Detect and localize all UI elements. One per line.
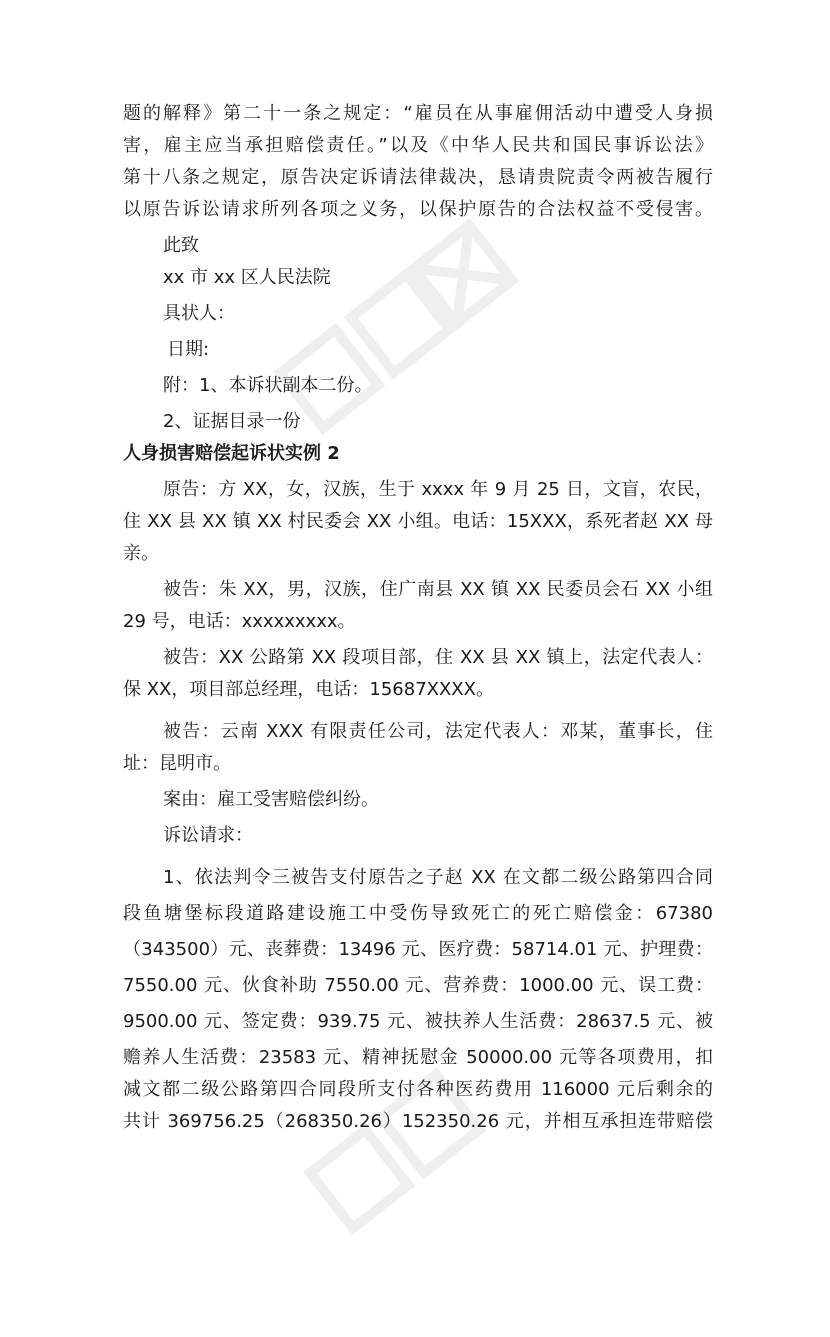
claim1-line: （343500）元、丧葬费：13496 元、医疗费：58714.01 元、护理费： (123, 939, 713, 960)
document-body (123, 98, 713, 1138)
cause-line: 案由：雇工受害赔偿纠纷。 (163, 789, 379, 810)
defendant3-line: 址：昆明市。 (123, 753, 231, 774)
attachment-1: 附：1、本诉状副本二份。 (163, 375, 373, 396)
section-title: 人身损害赔偿起诉状实例 2 (123, 443, 340, 464)
claim1-line: 减文都二级公路第四合同段所支付各种医药费用 116000 元后剩余的 (123, 1079, 713, 1100)
claim1-line: 共计 369756.25（268350.26）152350.26 元，并相互承担连带赔偿 (123, 1111, 713, 1132)
defendant2-line: 保 XX，项目部总经理，电话：15687XXXX。 (123, 679, 494, 700)
claim1-line: 1、依法判令三被告支付原告之子赵 XX 在文都二级公路第四合同 (163, 867, 713, 888)
defendant1-line: 被告：朱 XX，男，汉族，住广南县 XX 镇 XX 民委员会石 XX 小组 (163, 579, 713, 600)
plaintiff-line: 亲。 (123, 543, 159, 564)
closing-to: 此致 (163, 235, 199, 256)
plaintiff-line: 原告：方 XX，女，汉族，生于 xxxx 年 9 月 25 日，文盲，农民， (163, 479, 713, 500)
claim1-line: 9500.00 元、签定费：939.75 元、被扶养人生活费：28637.5 元、被 (123, 1011, 713, 1032)
text-line: 以原告诉讼请求所列各项之义务，以保护原告的合法权益不受侵害。 (123, 199, 713, 220)
attachment-2: 2、证据目录一份 (163, 411, 301, 432)
text-line: 题的解释》第二十一条之规定：“雇员在从事雇佣活动中遭受人身损 (123, 103, 713, 124)
claim1-line: 赡养人生活费：23583 元、精神抚慰金 50000.00 元等各项费用，扣 (123, 1047, 713, 1068)
closing-date: 日期: (167, 339, 210, 360)
closing-signer: 具状人： (163, 303, 235, 324)
defendant2-line: 被告：XX 公路第 XX 段项目部，住 XX 县 XX 镇上，法定代表人： (163, 647, 713, 668)
text-line: 害，雇主应当承担赔偿责任。”以及《中华人民共和国民事诉讼法》 (123, 135, 713, 156)
closing-court: xx 市 xx 区人民法院 (163, 267, 331, 288)
defendant3-line: 被告：云南 XXX 有限责任公司，法定代表人：邓某，董事长，住 (163, 721, 713, 742)
defendant1-line: 29 号，电话：xxxxxxxxx。 (123, 611, 356, 632)
claims-label: 诉讼请求： (163, 825, 253, 846)
text-line: 第十八条之规定，原告决定诉请法律裁决，恳请贵院责令两被告履行 (123, 167, 713, 188)
plaintiff-line: 住 XX 县 XX 镇 XX 村民委会 XX 小组。电话：15XXX，系死者赵 XX 母 (123, 511, 713, 532)
claim1-line: 7550.00 元、伙食补助 7550.00 元、营养费：1000.00 元、误工费： (123, 975, 713, 996)
claim1-line: 段鱼塘堡标段道路建设施工中受伤导致死亡的死亡赔偿金：67380 (123, 903, 713, 924)
